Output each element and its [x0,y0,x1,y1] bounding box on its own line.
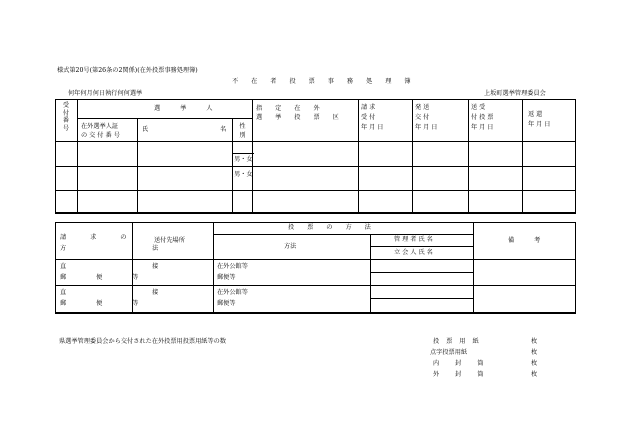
method-mail-2: 郵 便 等 [60,300,153,307]
manager-name-header: 管 理 者 氏 名 [394,236,433,243]
method-direct-1: 直 接 [60,263,201,270]
sex-value-1: 男・女 [234,156,253,163]
footer-note: 県選挙管理委員会から交付された在外投票用投票用紙等の数 [59,338,227,345]
elector-header: 選 挙 人 [154,105,222,112]
sex-header: 性 別 [239,123,246,139]
destination-header: 送付先場所 [154,237,185,244]
method-direct-2: 直 接 [60,289,201,296]
return-date-header: 返 還 年 月 日 [528,111,551,128]
ballot-paper-label: 投 票 用 紙 [433,338,482,345]
inner-envelope-label: 内 封 筒 [433,360,491,367]
unit-3: 枚 [531,360,538,367]
vote-date-header: 送 受 付 投 票 年 月 日 [471,104,494,131]
witness-name-header: 立 会 人 氏 名 [394,249,433,256]
vote-method-overseas-1: 在外公館等 [217,263,248,270]
vote-method-mail-2: 郵便等 [217,300,236,307]
unit-2: 枚 [531,349,538,356]
vote-method-overseas-2: 在外公館等 [217,289,248,296]
form-number: 様式第20号(第26条の2関係)(在外投票事務処理簿) [57,67,198,74]
request-method-header: 請 求 の 方 法 [60,234,201,252]
name-header-b: 名 [220,126,227,133]
braille-ballot-label: 点字投票用紙 [430,349,468,356]
receipt-number-header: 受 付 番 号 [62,102,70,132]
outer-envelope-label: 外 封 筒 [433,371,491,378]
election-name: 何年何月何日執行何何選挙 [68,90,143,97]
unit-4: 枚 [531,371,538,378]
request-date-header: 請 求 受 付 年 月 日 [361,104,384,131]
voting-method-header: 投 票 の 方 法 [288,224,377,231]
method-header: 方法 [284,243,297,250]
remarks-header: 備 考 [508,237,550,244]
vote-method-mail-1: 郵便等 [217,274,236,281]
committee-name: 上坂町選挙管理委員会 [484,90,546,97]
unit-1: 枚 [531,338,538,345]
sex-value-2: 男・女 [234,171,253,178]
certificate-number-header: 在外選挙人証 の 交 付 番 号 [81,123,120,139]
designated-precinct-header: 指 定 在 外 選 挙 投 票 区 [256,105,345,121]
page-title: 不 在 者 投 票 事 務 処 理 簿 [232,78,417,85]
send-date-header: 発 送 交 付 年 月 日 [415,104,438,131]
name-header-a: 氏 [142,126,149,133]
method-mail-1: 郵 便 等 [60,274,153,281]
